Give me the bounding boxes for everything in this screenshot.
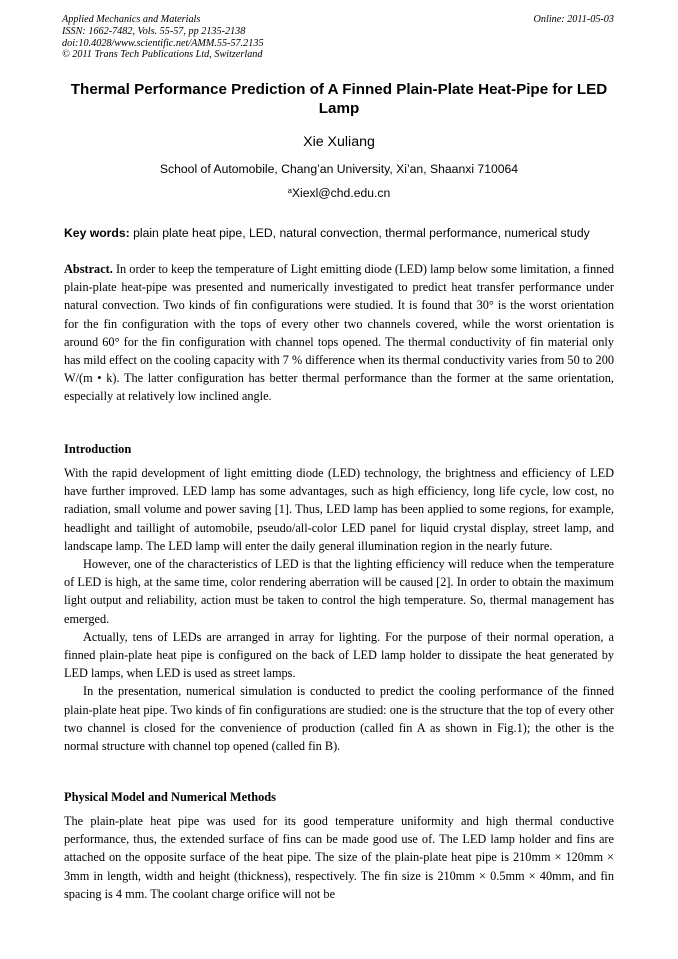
intro-heading: Introduction <box>64 442 132 456</box>
journal-meta <box>62 14 264 61</box>
physical-model-paragraph: The plain-plate heat pipe was used for its good temperature uniformity and high thermal conductive performance, thus, the extended surface of fins can be made good use of. The LED lamp holder and fins are attached on the opposite surface of the heat pipe. The size of the plain-plate heat pipe is 210mm × 120mm × 3mm in length, width and height (thickness), respectively. The fin size is 210mm × 0.5mm × 40mm, and fin spacing is 4 mm. The coolant charge orifice will not be <box>64 814 614 901</box>
email-mark: a <box>287 186 292 195</box>
online-date: Online: 2011-05-03 <box>533 14 614 25</box>
email-text: Xiexl@chd.edu.cn <box>291 186 391 200</box>
intro-paragraph-1: With the rapid development of light emitting diode (LED) technology, the brightness and efficiency of LED have further improved. LED lamp has some advantages, such as high efficiency, long life cycle, low cost, no radiation, small volume and power saving [1]. Thus, LED lamp has been applied to some regions, for example, headlight and taillight of automobile, pseudo/all-color LED panel for liquid crystal display, street lamp, and landscape lamp. The LED lamp will enter the daily general illumination region in the nearly future. <box>64 466 614 553</box>
intro-paragraph-4: In the presentation, numerical simulation is conducted to predict the cooling performance of the finned plain-plate heat pipe. Two kinds of fin configurations are studied: one is the structure that the top of every other two channel is closed for the convenience of production (called fin A as shown in Fig.1); the other is the normal structure with channel top opened (called fin B). <box>64 684 614 754</box>
keywords <box>64 226 590 240</box>
abstract-label: Abstract. <box>64 262 113 276</box>
journal-issn: ISSN: 1662-7482, Vols. 55-57, pp 2135-2138 <box>62 25 246 37</box>
affiliation: School of Automobile, Chang’an University, Xi’an, Shaanxi 710064 <box>159 162 519 176</box>
intro-paragraph-3: Actually, tens of LEDs are arranged in array for lighting. For the purpose of their normal operation, a finned plain-plate heat pipe is configured on the back of LED lamp holder to dissipate the heat generated by LED lamps, when LED is used as street lamps. <box>64 629 614 681</box>
paper-title: Thermal Performance Prediction of A Finned Plain-Plate Heat-Pipe for LED Lamp <box>70 81 608 117</box>
journal-name: Applied Mechanics and Materials <box>62 14 201 25</box>
journal-copyright: © 2011 Trans Tech Publications Ltd, Switzerland <box>62 49 263 61</box>
intro-paragraph-2: However, one of the characteristics of LED is that the lighting efficiency will reduce when the temperature of LED is high, at the same time, color rendering aberration will be caused [2]. In order to obtain the maximum light output and reliability, action must be taken to control the high temperature. So, thermal management has emerged. <box>64 557 614 626</box>
journal-doi: doi:10.4028/www.scientific.net/AMM.55-57.2135 <box>62 37 264 49</box>
physical-model-body <box>64 812 614 903</box>
author-name: Xie Xuliang <box>303 134 375 150</box>
intro-body <box>64 464 614 755</box>
abstract <box>64 260 614 406</box>
author-email <box>62 186 616 200</box>
abstract-text: In order to keep the temperature of Light emitting diode (LED) lamp below some limitation, a finned plain-plate heat-pipe was presented and numerically investigated to predict heat transfer performance under natural convection. Two kinds of fin configurations were studied. It is found that 30° is the worst orientation for the fin configuration with the tops of every other two channels covered, while the worst orientation is around 60° for the fin configuration with channel tops opened. The thermal conductivity of fin material only has mild effect on the cooling capacity with 7 % difference when its thermal conductivity varies from 50 to 200 W/(m • k). The latter configuration has better thermal performance than the former at the same orientation, especially at relatively low inclined angle. <box>64 262 614 404</box>
physical-model-heading: Physical Model and Numerical Methods <box>64 790 277 804</box>
keywords-label: Key words: <box>64 226 130 240</box>
keywords-text: plain plate heat pipe, LED, natural convection, thermal performance, numerical study <box>129 226 590 240</box>
